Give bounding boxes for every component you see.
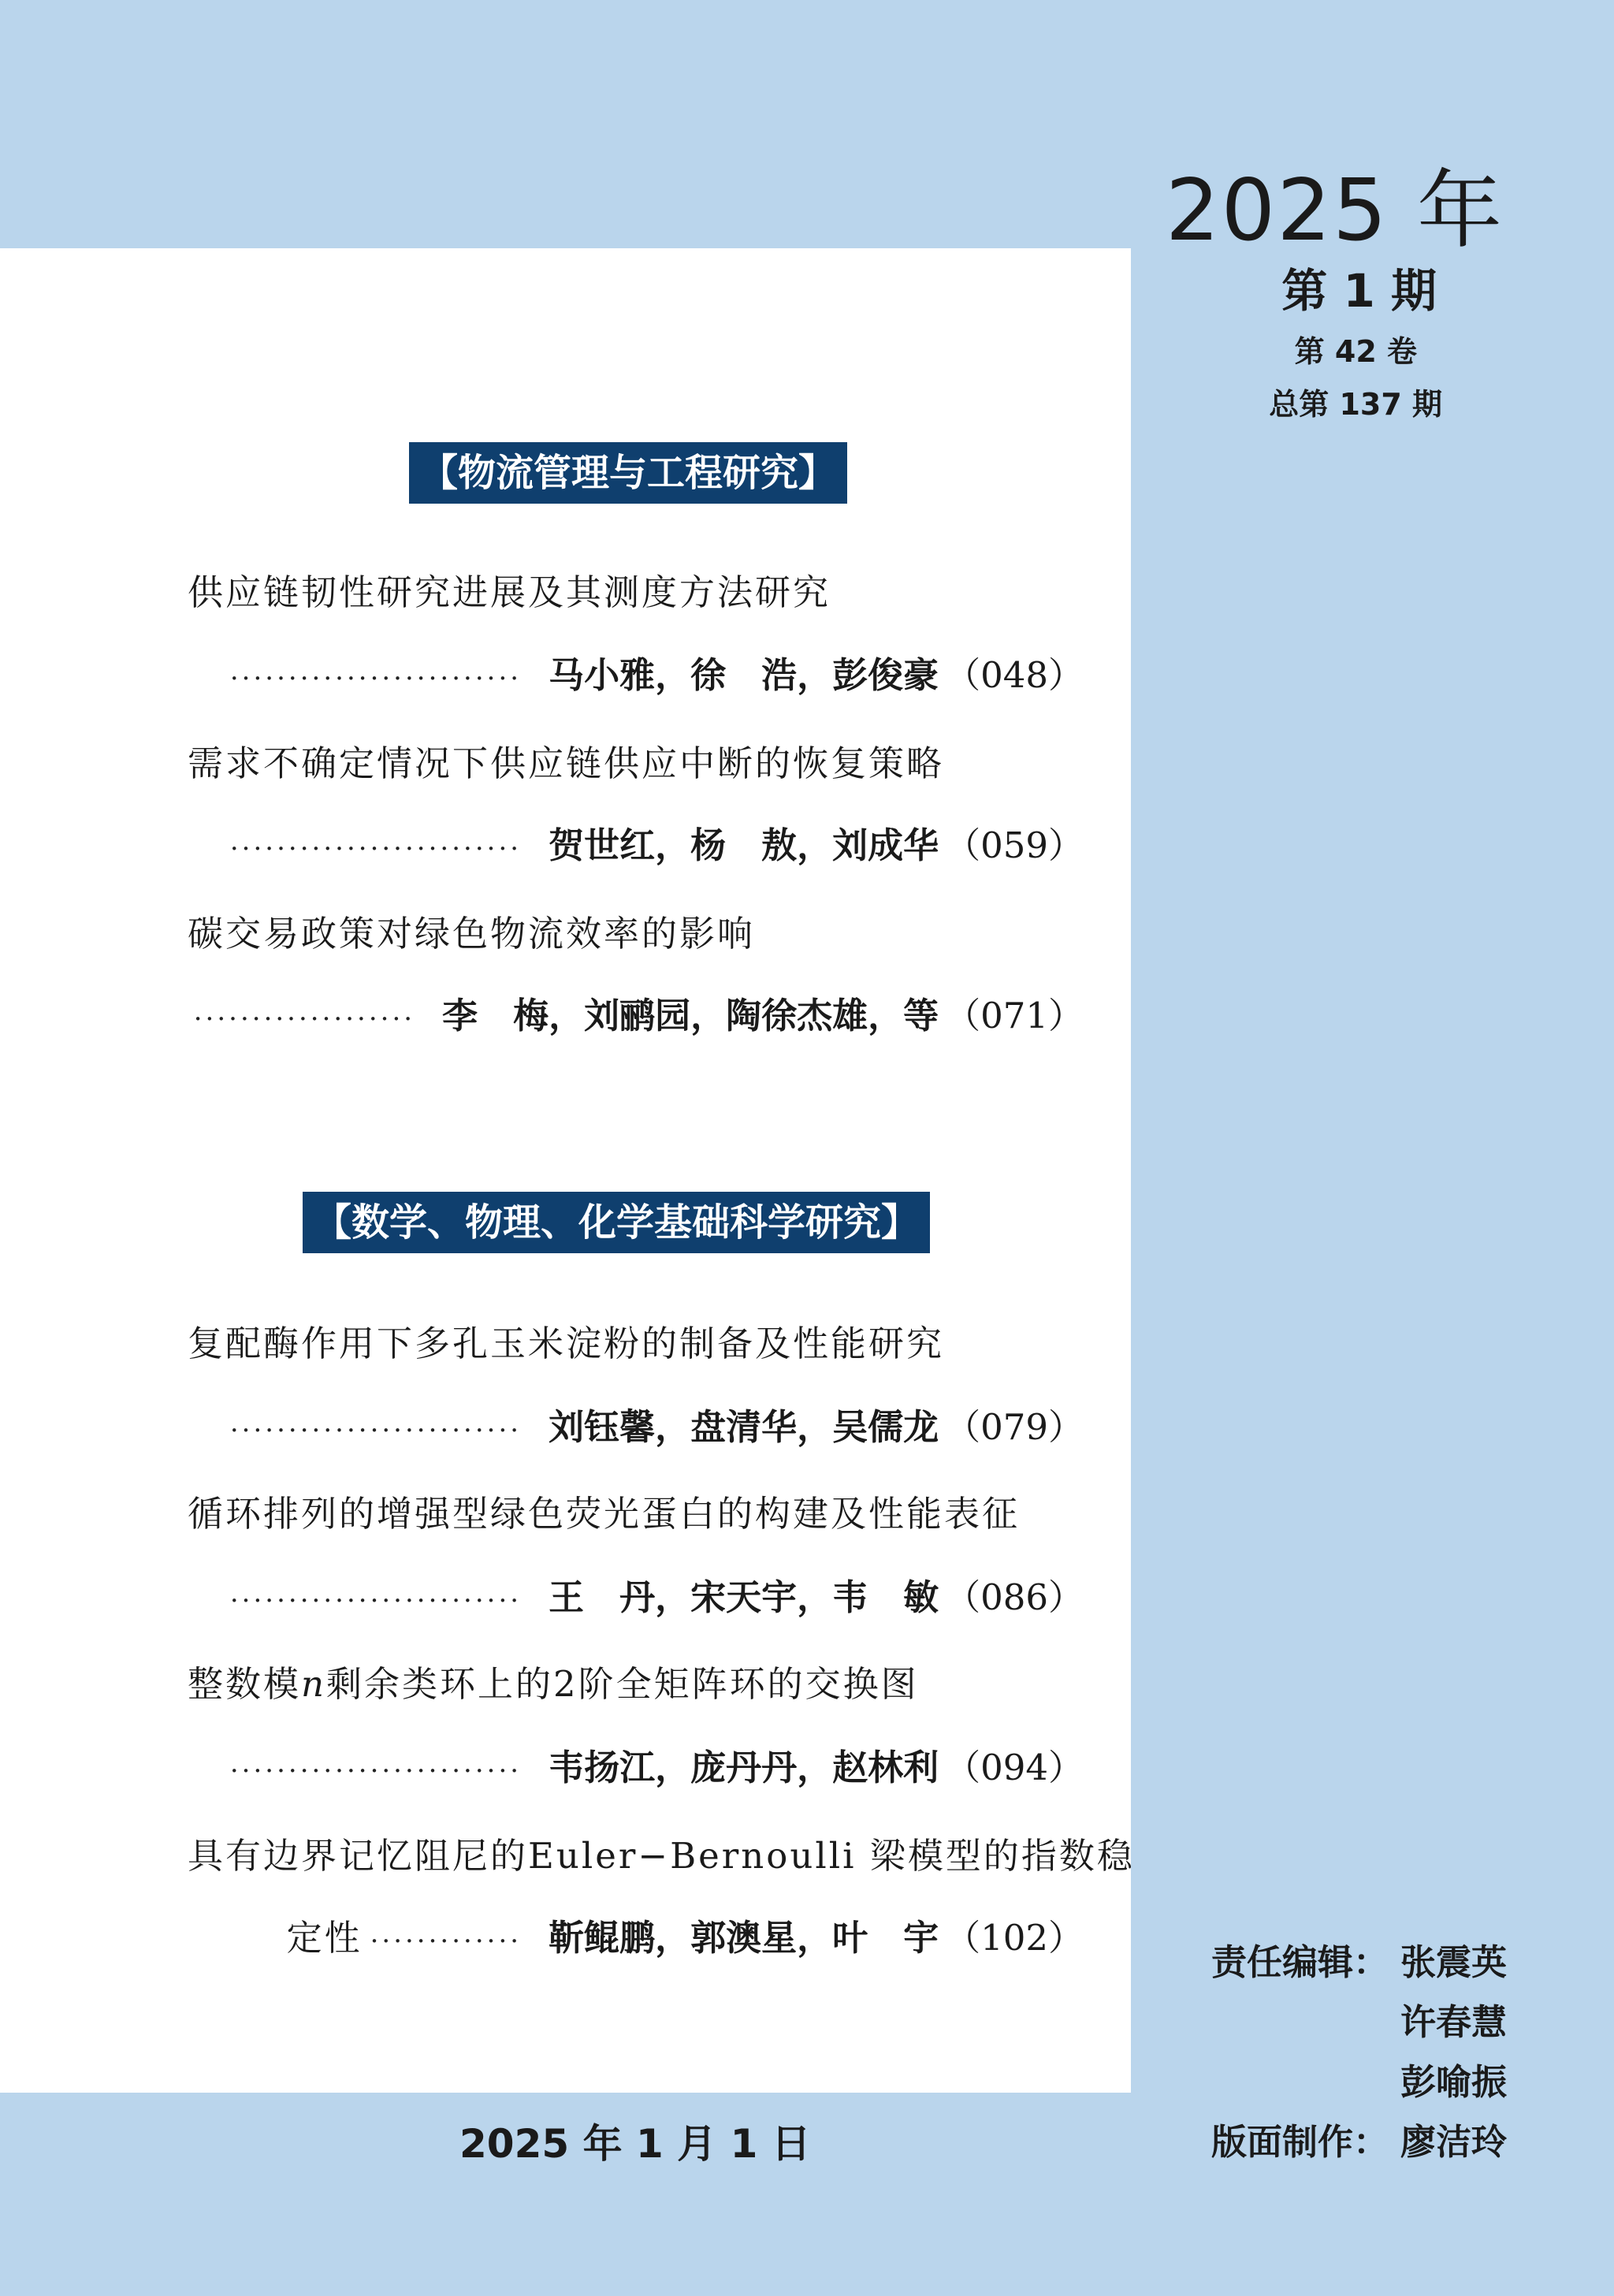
article-page: （059） — [945, 824, 1084, 866]
article-title[interactable]: 供应链韧性研究进展及其测度方法研究 — [188, 571, 831, 613]
article-page: （102） — [945, 1917, 1084, 1959]
total-issue-number: 总第 137 期 — [1269, 387, 1442, 422]
article-byline — [230, 1568, 1084, 1620]
leader-dots: ························· — [229, 1755, 523, 1787]
leader-dots: ··················· — [193, 1003, 416, 1035]
contents-panel — [0, 248, 1131, 2093]
article-page: （048） — [945, 654, 1084, 696]
article-title[interactable]: 循环排列的增强型绿色荧光蛋白的构建及性能表征 — [188, 1493, 1021, 1535]
article-title[interactable]: 需求不确定情况下供应链供应中断的恢复策略 — [188, 742, 945, 784]
article-byline — [230, 1739, 1084, 1790]
editor-label: 责任编辑： — [1211, 1941, 1389, 1983]
article-title[interactable] — [188, 1655, 919, 1706]
math-variable-n: n — [301, 1663, 326, 1705]
title-part: 整数模 — [188, 1663, 302, 1705]
layout-label: 版面制作： — [1211, 2121, 1389, 2163]
article-title[interactable]: 具有边界记忆阻尼的Euler−Bernoulli 梁模型的指数稳 — [188, 1835, 1135, 1877]
article-authors: 刘钰馨，盘清华，吴儒龙 — [549, 1406, 939, 1448]
leader-dots: ············· — [370, 1926, 523, 1957]
article-authors: 贺世红，杨 敖，刘成华 — [549, 824, 939, 866]
editor-name: 彭喻振 — [1400, 2061, 1508, 2103]
article-page: （071） — [945, 995, 1084, 1036]
volume-number: 第 42 卷 — [1294, 334, 1417, 369]
article-title[interactable]: 复配酶作用下多孔玉米淀粉的制备及性能研究 — [188, 1323, 945, 1364]
title-continuation: 定性 — [286, 1917, 363, 1959]
article-page: （086） — [945, 1576, 1084, 1618]
leader-dots: ························· — [229, 1585, 523, 1617]
article-authors: 马小雅，徐 浩，彭俊豪 — [549, 654, 939, 696]
article-authors: 韦扬江，庞丹丹，赵林利 — [549, 1747, 939, 1788]
article-title[interactable]: 碳交易政策对绿色物流效率的影响 — [188, 913, 756, 954]
editor-name: 许春慧 — [1400, 2001, 1508, 2043]
article-byline — [194, 987, 1084, 1038]
article-page: （094） — [945, 1747, 1084, 1788]
article-byline — [230, 646, 1084, 698]
title-part: 剩余类环上的2阶全矩阵环的交换图 — [326, 1663, 919, 1705]
publication-date: 2025 年 1 月 1 日 — [459, 2121, 811, 2167]
leader-dots: ························· — [229, 833, 523, 865]
section-header-logistics: 【物流管理与工程研究】 — [409, 442, 847, 504]
section-header-basic-science: 【数学、物理、化学基础科学研究】 — [303, 1192, 930, 1253]
issue-number: 第 1 期 — [1281, 264, 1437, 318]
editors-block — [1211, 1933, 1507, 2172]
issue-year: 2025 年 — [1165, 162, 1504, 260]
leader-dots: ························· — [229, 1415, 523, 1446]
article-byline — [230, 1398, 1084, 1449]
article-authors: 王 丹，宋天宇，韦 敏 — [549, 1576, 939, 1618]
article-authors: 靳鲲鹏，郭澳星，叶 宇 — [549, 1917, 939, 1959]
article-page: （079） — [945, 1406, 1084, 1448]
editor-name: 张震英 — [1400, 1941, 1508, 1983]
article-byline — [287, 1909, 1084, 1960]
leader-dots: ························· — [229, 663, 523, 694]
article-authors: 李 梅，刘鹂园，陶徐杰雄，等 — [442, 995, 939, 1036]
layout-name: 廖洁玲 — [1400, 2121, 1508, 2163]
article-byline — [230, 817, 1084, 868]
